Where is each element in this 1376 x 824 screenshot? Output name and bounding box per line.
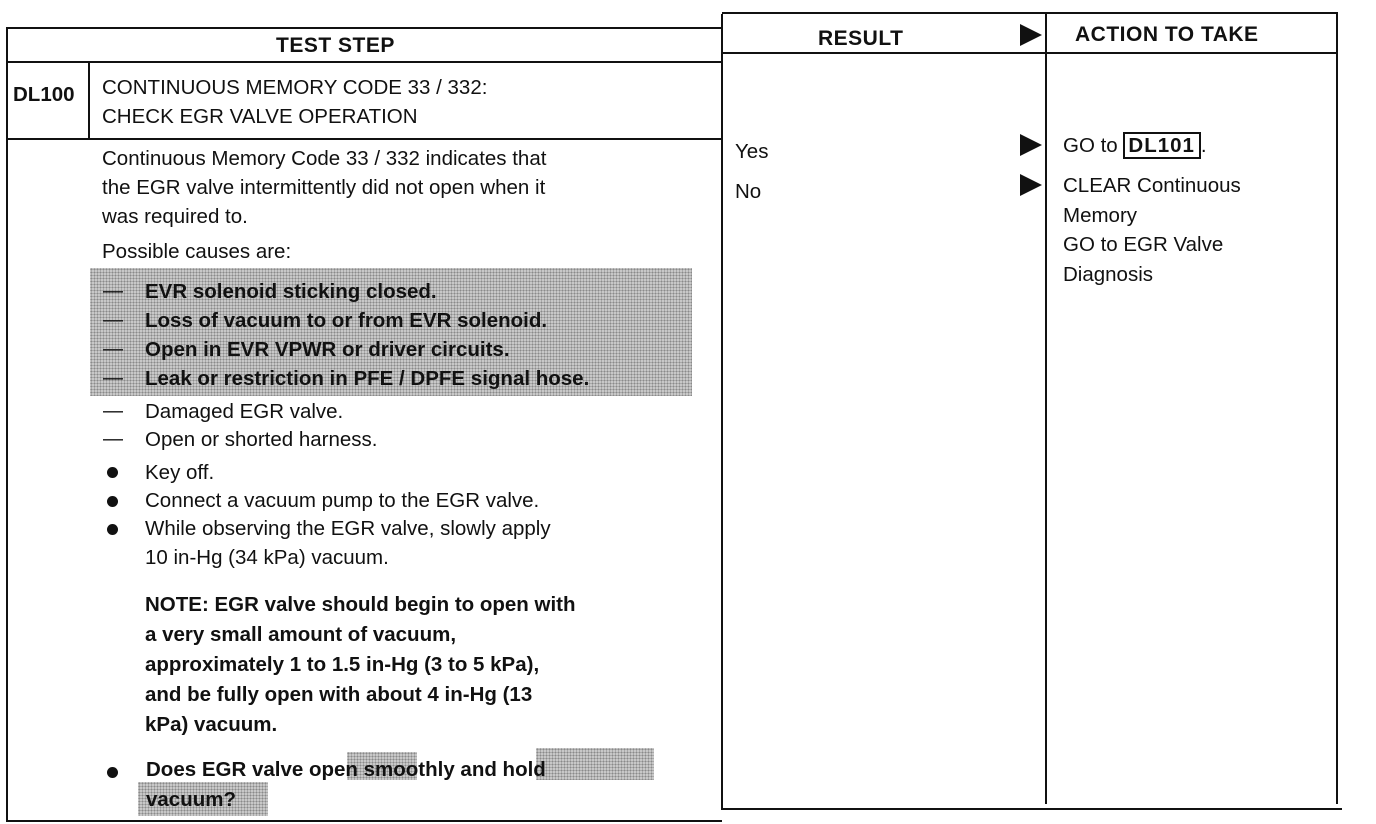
intro-line-1: Continuous Memory Code 33 / 332 indicates that xyxy=(102,147,547,170)
step-item-3-cont: 10 in-Hg (34 kPa) vacuum. xyxy=(145,546,389,569)
intro-line-3: was required to. xyxy=(102,205,248,228)
header-result: RESULT xyxy=(818,27,904,50)
action-yes-suffix: . xyxy=(1200,134,1207,157)
note-line-4: and be fully open with about 4 in-Hg (13 xyxy=(145,683,533,706)
col-divider-action xyxy=(1045,14,1047,804)
table-right-border xyxy=(1336,12,1338,804)
cause-dash-2: — xyxy=(103,309,123,331)
action-yes-prefix: GO to xyxy=(1063,134,1118,157)
header-bottom-rule-right xyxy=(722,52,1337,54)
action-yes xyxy=(1063,131,1207,160)
question-shade-2 xyxy=(536,748,654,780)
col-divider-result xyxy=(721,14,723,810)
cause-dash-3: — xyxy=(103,338,123,360)
cause-item-3: Open in EVR VPWR or driver circuits. xyxy=(145,338,510,361)
question-line-2: vacuum? xyxy=(146,788,236,811)
result-no-arrow-icon xyxy=(1020,174,1042,196)
goto-dl101-link[interactable]: DL101 xyxy=(1123,132,1201,159)
cause-dash-1: — xyxy=(103,280,123,302)
result-yes: Yes xyxy=(735,140,769,163)
header-test-step: TEST STEP xyxy=(276,34,395,57)
result-no: No xyxy=(735,180,762,203)
note-line-3: approximately 1 to 1.5 in-Hg (3 to 5 kPa), xyxy=(145,653,540,676)
cause-dash-4: — xyxy=(103,367,123,389)
header-arrow-icon xyxy=(1020,24,1042,46)
step-title-line-2: CHECK EGR VALVE OPERATION xyxy=(102,105,418,128)
bullet-icon xyxy=(107,767,118,778)
step-id: DL100 xyxy=(13,83,75,106)
bullet-icon xyxy=(107,496,118,507)
step-title-line-1: CONTINUOUS MEMORY CODE 33 / 332: xyxy=(102,76,488,99)
cause-item-1: EVR solenoid sticking closed. xyxy=(145,280,437,303)
cause-dash-5: — xyxy=(103,400,123,422)
step-item-1: Key off. xyxy=(145,461,215,484)
table-left-border xyxy=(6,27,8,822)
causes-label: Possible causes are: xyxy=(102,240,292,263)
bullet-icon xyxy=(107,467,118,478)
step-id-divider xyxy=(88,63,90,139)
intro-line-2: the EGR valve intermittently did not open when it xyxy=(102,176,546,199)
step-item-2: Connect a vacuum pump to the EGR valve. xyxy=(145,489,540,512)
table-top-border xyxy=(6,27,722,29)
cause-item-6: Open or shorted harness. xyxy=(145,428,378,451)
header-bottom-rule xyxy=(6,61,722,63)
header-action-to-take: ACTION TO TAKE xyxy=(1075,23,1259,46)
table-bottom-border-right xyxy=(722,808,1342,810)
note-line-5: kPa) vacuum. xyxy=(145,713,278,736)
table-top-border-right xyxy=(722,12,1337,14)
step-item-3: While observing the EGR valve, slowly apply xyxy=(145,517,551,540)
note-line-2: a very small amount of vacuum, xyxy=(145,623,457,646)
step-title-bottom-rule xyxy=(6,138,722,140)
bullet-icon xyxy=(107,524,118,535)
cause-dash-6: — xyxy=(103,428,123,450)
action-no-line-2: Memory xyxy=(1063,204,1138,227)
cause-item-5: Damaged EGR valve. xyxy=(145,400,344,423)
cause-item-2: Loss of vacuum to or from EVR solenoid. xyxy=(145,309,548,332)
cause-item-4: Leak or restriction in PFE / DPFE signal hose. xyxy=(145,367,590,390)
question-line-1: Does EGR valve open smoothly and hold xyxy=(146,758,546,781)
table-bottom-border xyxy=(6,820,722,822)
action-no-line-4: Diagnosis xyxy=(1063,263,1154,286)
action-no-line-3: GO to EGR Valve xyxy=(1063,233,1224,256)
action-no-line-1: CLEAR Continuous xyxy=(1063,174,1241,197)
note-line-1: NOTE: EGR valve should begin to open with xyxy=(145,593,576,616)
result-yes-arrow-icon xyxy=(1020,134,1042,156)
